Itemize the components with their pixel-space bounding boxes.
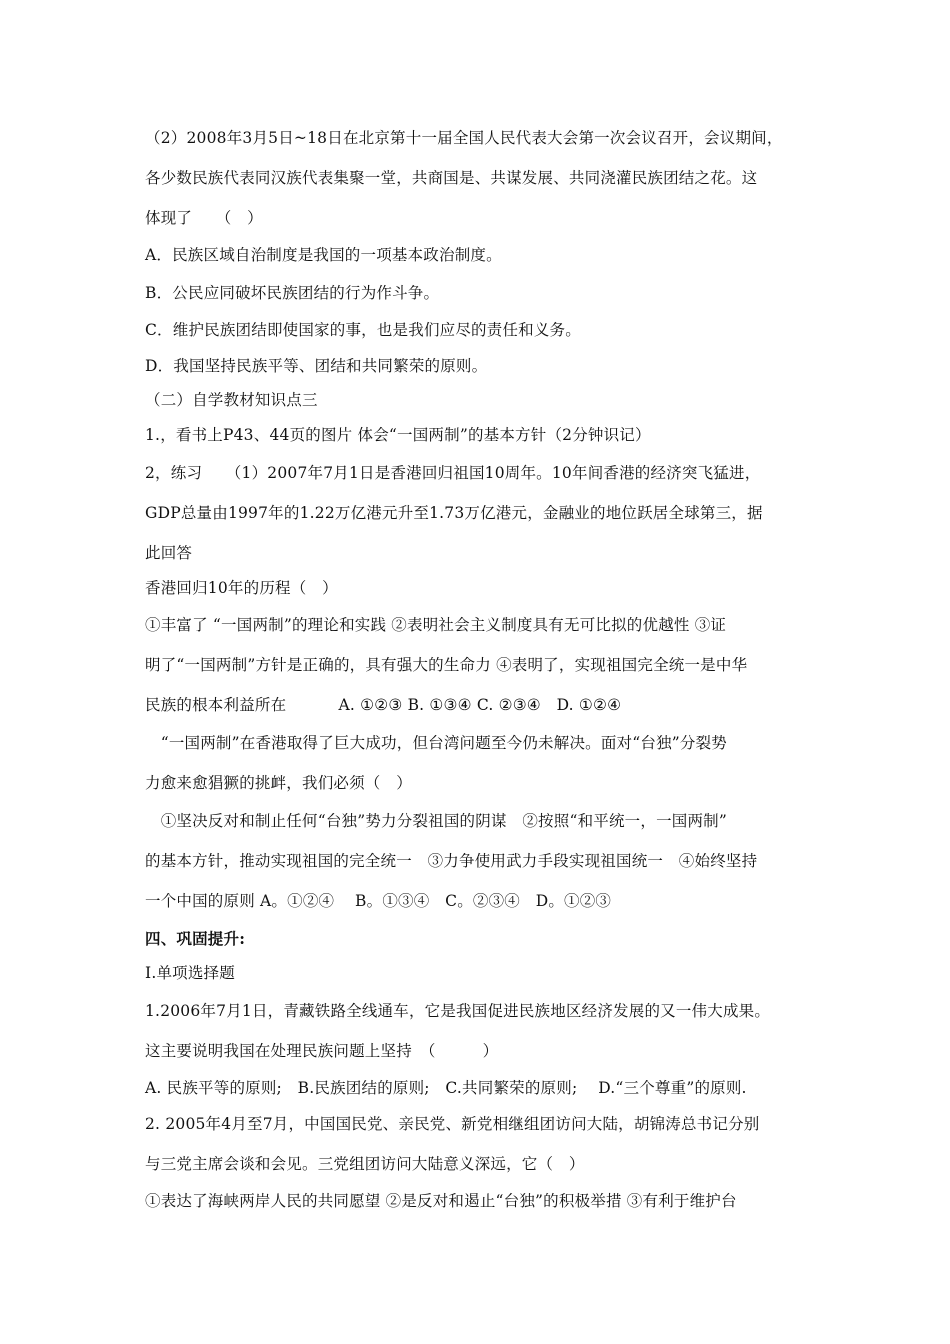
option-a: A．民族区域自治制度是我国的一项基本政治制度。 (145, 246, 502, 264)
exercise-choice-line-1: ①丰富了 “一国两制”的理论和实践 ②表明社会主义制度具有无可比拟的优越性 ③证 (145, 616, 727, 634)
instruction-line: 1.，看书上P43、44页的图片 体会“一国两制”的基本方针（2分钟识记） (145, 426, 651, 444)
question-1-line-2: 这主要说明我国在处理民族问题上坚持 （ ） (145, 1042, 499, 1060)
option-c: C．维护民族团结即使国家的事，也是我们应尽的责任和义务。 (145, 321, 581, 339)
section-heading-consolidation: 四、巩固提升: (145, 929, 246, 948)
exercise-choice-line-2: 明了“一国两制”方针是正确的，具有强大的生命力 ④表明了，实现祖国完全统一是中华 (145, 656, 748, 674)
question-2-consolidation-line-1: 2. 2005年4月至7月，中国国民党、亲民党、新党相继组团访问大陆，胡锦涛总书记分别 (145, 1115, 760, 1133)
subheading-single-choice: Ⅰ.单项选择题 (145, 964, 235, 982)
option-d: D．我国坚持民族平等、团结和共同繁荣的原则。 (145, 357, 488, 375)
question-2-consolidation-line-3: ①表达了海峡两岸人民的共同愿望 ②是反对和遏止“台独”的积极举措 ③有利于维护台 (145, 1192, 737, 1210)
section-heading-self-study: （二）自学教材知识点三 (145, 391, 318, 409)
question-2-line-1: （2）2008年3月5日~18日在北京第十一届全国人民代表大会第一次会议召开，会议期间， (145, 129, 783, 147)
question-1-line-1: 1.2006年7月1日，青藏铁路全线通车，它是我国促进民族地区经济发展的又一伟大成果。 (145, 1002, 771, 1020)
taiwan-choice-line-3: 一个中国的原则 A。①②④ B。①③④ C。②③④ D。①②③ (145, 892, 612, 910)
exercise-line-1: 2，练习 （1）2007年7月1日是香港回归祖国10周年。10年间香港的经济突飞猛进， (145, 464, 761, 482)
taiwan-choice-line-1: ①坚决反对和制止任何“台独”势力分裂祖国的阴谋 ②按照“和平统一，一国两制” (145, 812, 727, 830)
exercise-choice-line-3: 民族的根本利益所在 A. ①②③ B. ①③④ C. ②③④ D. ①②④ (145, 696, 622, 714)
question-1-options: A. 民族平等的原则; B.民族团结的原则; C.共同繁荣的原则; D.“三个尊重”的原则. (145, 1079, 747, 1097)
taiwan-question-line-1: “一国两制”在香港取得了巨大成功，但台湾问题至今仍未解决。面对“台独”分裂势 (145, 734, 727, 752)
exercise-question: 香港回归10年的历程（ ） (145, 579, 338, 597)
option-b: B．公民应同破坏民族团结的行为作斗争。 (145, 284, 440, 302)
question-2-line-2: 各少数民族代表同汉族代表集聚一堂，共商国是、共谋发展、共同浇灌民族团结之花。这 (145, 169, 758, 187)
exercise-line-3: 此回答 (145, 544, 193, 562)
taiwan-question-line-2: 力愈来愈猖獗的挑衅，我们必须（ ） (145, 774, 412, 792)
question-2-line-3: 体现了 （ ） (145, 209, 263, 227)
exercise-line-2: GDP总量由1997年的1.22万亿港元升至1.73万亿港元，金融业的地位跃居全球第三，据 (145, 504, 763, 522)
taiwan-choice-line-2: 的基本方针，推动实现祖国的完全统一 ③力争使用武力手段实现祖国统一 ④始终坚持 (145, 852, 758, 870)
question-2-consolidation-line-2: 与三党主席会谈和会见。三党组团访问大陆意义深远，它（ ） (145, 1155, 585, 1173)
